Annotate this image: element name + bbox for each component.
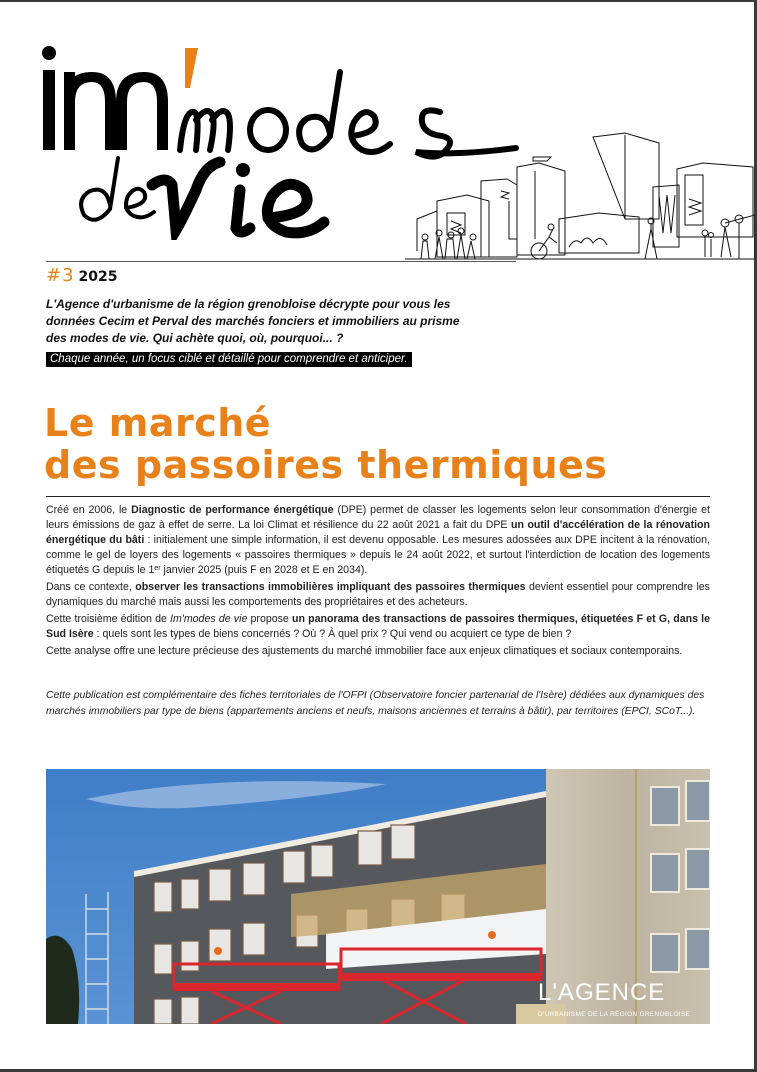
tagline: Chaque année, un focus ciblé et détaillé pour comprendre et anticiper.: [46, 352, 412, 367]
superscript: er: [154, 565, 161, 572]
masthead-divider: [46, 261, 516, 262]
issue-year: 2025: [78, 269, 118, 285]
paragraph-context: [46, 580, 710, 610]
text-run: propose: [247, 613, 293, 625]
city-illustration: [405, 125, 755, 265]
paragraph-edition: [46, 612, 710, 642]
intro-block: [46, 296, 466, 367]
title-divider: [46, 496, 710, 497]
text-run-bold: observer les transactions immobilières impliquant des passoires thermiques: [135, 581, 526, 593]
text-run: : initialement une simple information, il est devenu opposable. Les mesures adossées aux DPE incitent à la rénovation, comme le gel de loyers des logements « passoires thermiques » depuis le 24 août 2022, et surtout l'interdiction de location des logements étiquetés G depuis le 1: [46, 534, 710, 576]
text-run: (DPE) permet de classer les logements selon leur consommation d'énergie et leurs émissions de gaz à effet de serre. La loi Climat et résilience du 22 août 2021 a fait du DPE: [46, 504, 710, 531]
issue-label: [46, 265, 118, 288]
text-run: : quels sont les types de biens concernés ? Où ? À quel prix ? Qui vend ou acquiert ce type de bien ?: [93, 628, 572, 640]
page-title: [44, 402, 607, 486]
text-run-bold: un outil d'accélération de la rénovation énergétique du bâti: [46, 519, 710, 546]
agence-logo: [538, 975, 708, 1025]
agence-name: L'AGENCE: [538, 979, 666, 1006]
title-line-2: des passoires thermiques: [44, 443, 608, 487]
text-run-italic: Im'modes de vie: [170, 613, 248, 625]
text-run: Créé en 2006, le: [46, 504, 132, 516]
article-body: [46, 503, 710, 661]
issue-number: #3: [46, 265, 75, 286]
intro-text: L'Agence d'urbanisme de la région grenobloise décrypte pour vous les données Cecim et Perval des marchés fonciers et immobiliers au prisme des modes de vie. Qui achète quoi, où, pourquoi... ?: [46, 297, 460, 345]
agence-subtitle: D'URBANISME DE LA RÉGION GRENOBLOISE: [538, 1011, 691, 1018]
paragraph-analysis: Cette analyse offre une lecture précieuse des ajustements du marché immobilier face aux enjeux climatiques et sociaux contemporains.: [46, 645, 683, 657]
publication-note: Cette publication est complémentaire des fiches territoriales de l'OFPI (Observatoire foncier partenarial de l'Isère) dédiées aux dynamiques des marchés immobiliers par type de biens (appartements anciens et neufs, maisons anciennes et terrains à bâtir), par territoires (EPCI, SCoT...).: [46, 690, 705, 717]
text-run: janvier 2025 (puis F en 2028 et E en 2034).: [160, 564, 368, 576]
text-run-bold: Diagnostic de performance énergétique: [131, 504, 334, 516]
text-run: devient essentiel pour comprendre les dynamiques du marché mais aussi les comportements des propriétaires et des acheteurs.: [46, 581, 710, 608]
title-line-1: Le marché: [44, 401, 272, 445]
paragraph-dpe: [46, 503, 710, 578]
text-run: Cette troisième édition de: [46, 613, 171, 625]
text-run-bold: un panorama des transactions de passoires thermiques, étiquetées F et G, dans le Sud Isère: [46, 613, 710, 640]
text-run: Dans ce contexte,: [46, 581, 136, 593]
page-border-top: [0, 0, 757, 2]
